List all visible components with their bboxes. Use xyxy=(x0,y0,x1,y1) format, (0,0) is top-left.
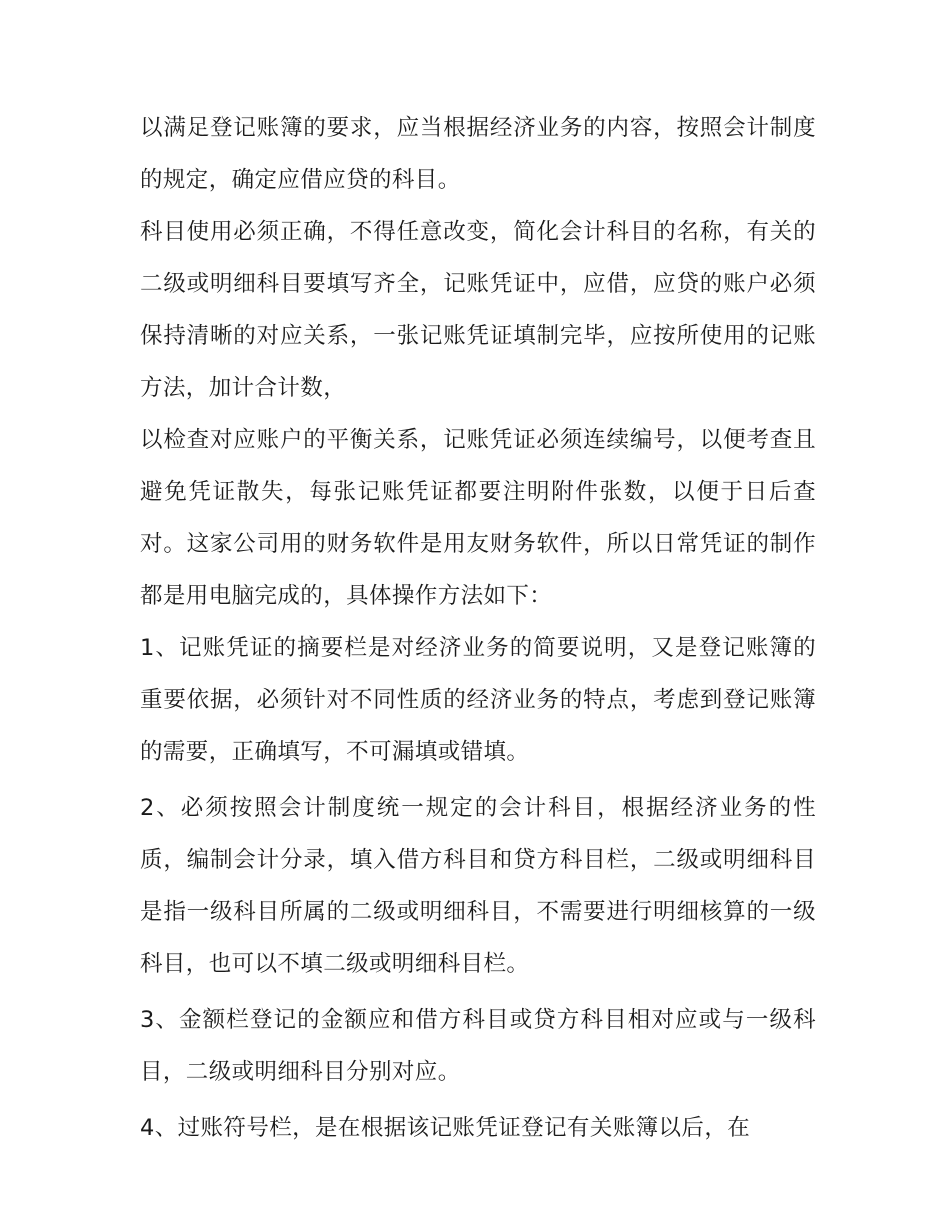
paragraph-7: 4、过账符号栏，是在根据该记账凭证登记有关账簿以后，在 xyxy=(140,1115,751,1141)
document-body xyxy=(140,102,816,1154)
paragraph-6: 3、金额栏登记的金额应和借方科目或贷方科目相对应或与一级科目，二级或明细科目分别对应。 xyxy=(140,1007,816,1085)
paragraph-5: 2、必须按照会计制度统一规定的会计科目，根据经济业务的性质，编制会计分录，填入借方科目和贷方科目栏，二级或明细科目是指一级科目所属的二级或明细科目，不需要进行明细核算的一级科目，也可以不填二级或明细科目栏。 xyxy=(140,795,816,977)
paragraph-3: 以检查对应账户的平衡关系，记账凭证必须连续编号，以便考查且避免凭证散失，每张记账凭证都要注明附件张数，以便于日后查对。这家公司用的财务软件是用友财务软件，所以日常凭证的制作都是用电脑完成的，具体操作方法如下： xyxy=(140,427,816,609)
paragraph-2: 科目使用必须正确，不得任意改变，简化会计科目的名称，有关的二级或明细科目要填写齐全，记账凭证中，应借，应贷的账户必须保持清晰的对应关系，一张记账凭证填制完毕，应按所使用的记账方法，加计合计数， xyxy=(140,219,816,401)
paragraph-1: 以满足登记账簿的要求，应当根据经济业务的内容，按照会计制度的规定，确定应借应贷的科目。 xyxy=(140,115,816,193)
paragraph-4: 1、记账凭证的摘要栏是对经济业务的简要说明，又是登记账簿的重要依据，必须针对不同性质的经济业务的特点，考虑到登记账簿的需要，正确填写，不可漏填或错填。 xyxy=(140,635,816,765)
